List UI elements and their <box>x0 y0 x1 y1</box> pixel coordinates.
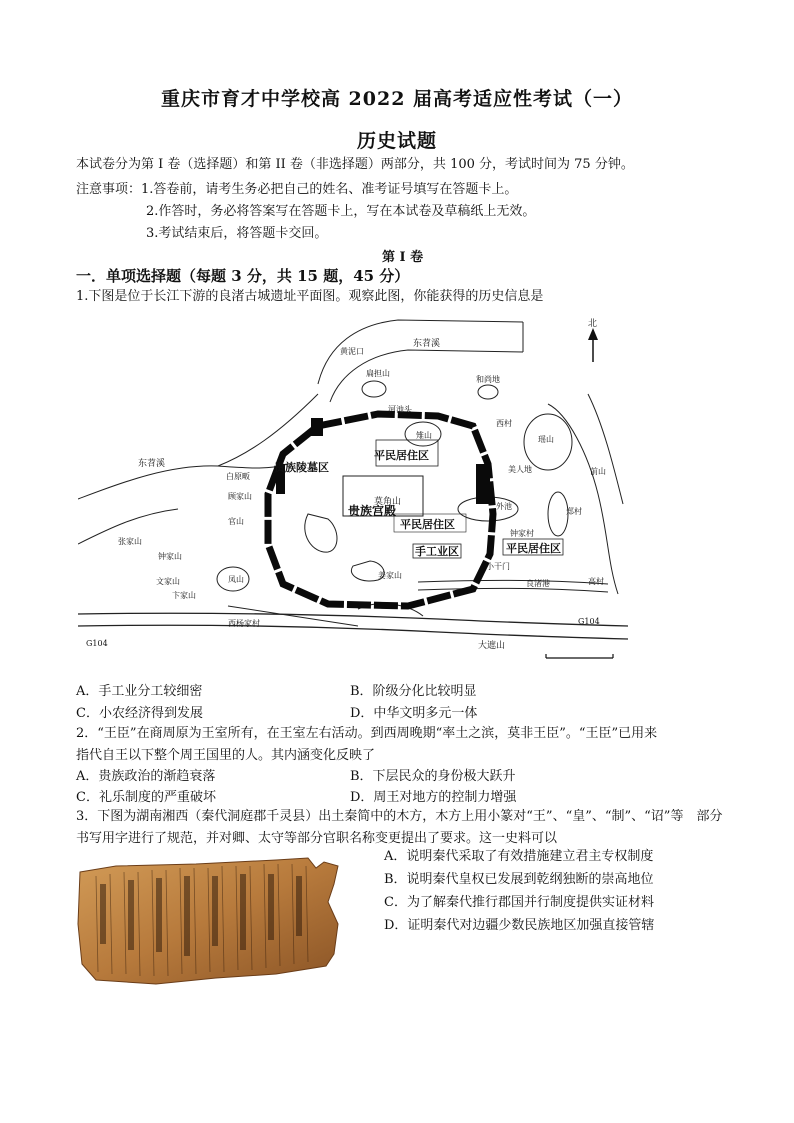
map-label: 莫角山 <box>374 497 402 507</box>
map-label: 黄泥口 <box>340 347 364 356</box>
zone-label: 贵族宫殿 <box>348 504 397 518</box>
map-label: 郑村 <box>566 507 582 516</box>
map-label: G104 <box>86 639 108 648</box>
map-label: 和尚地 <box>476 375 500 384</box>
map-label: 外池 <box>496 502 512 511</box>
notice-label: 注意事项： <box>76 182 142 197</box>
q2-option-b: B．下层民众的身份极大跃升 <box>350 769 516 784</box>
map-label: 良渚港 <box>526 579 550 588</box>
notice-item-3: 3.考试结束后，将答题卡交回。 <box>146 226 328 241</box>
q2-option-c: C．礼乐制度的严重破坏 <box>76 790 216 805</box>
map-label: 官山 <box>228 517 244 526</box>
map-label: 高村 <box>588 577 604 586</box>
q2-stem-line2: 指代自王以下整个周王国里的人。其内涵变化反映了 <box>76 748 376 763</box>
intro-line: 本试卷分为第 I 卷（选择题）和第 II 卷（非选择题）两部分，共 100 分，考试时间为 75 分钟。 <box>76 157 634 172</box>
zone-label: 平民居住区 <box>374 449 429 462</box>
q3-stem-line2: 书写用字进行了规范，并对卿、太守等部分官职名称变更提出了要求。这一史料可以 <box>76 831 558 846</box>
q1-option-b: B．阶级分化比较明显 <box>350 684 477 699</box>
zone-label: 手工业区 <box>415 545 459 558</box>
map-svg <box>78 314 628 664</box>
map-label: 美人地 <box>508 465 532 474</box>
zone-label: 平民居住区 <box>506 542 561 555</box>
map-label: 钟家山 <box>158 552 182 561</box>
q3-option-b: B．说明秦代皇权已发展到乾纲独断的崇高地位 <box>384 872 654 887</box>
north-arrow <box>588 328 598 362</box>
notice-item-2: 2.作答时，务必将答案写在答题卡上，写在本试卷及草稿纸上无效。 <box>146 204 536 219</box>
q1-option-a: A．手工业分工较细密 <box>76 684 203 699</box>
map-label: 白原畈 <box>226 472 250 481</box>
map-label: 凤山 <box>228 575 244 584</box>
map-label: 雉山 <box>416 431 432 440</box>
map-label: 东苕溪 <box>138 459 166 469</box>
map-label: G104 <box>578 617 600 626</box>
subject-title: 历史试题 <box>356 130 437 152</box>
q2-option-d: D．周王对地方的控制力增强 <box>350 790 517 805</box>
exam-title: 重庆市育才中学校高 2022 届高考适应性考试（一） <box>160 88 634 110</box>
q2-option-a: A．贵族政治的渐趋衰落 <box>76 769 216 784</box>
map-label: 西村 <box>496 419 512 428</box>
map-north-label: 北 <box>588 319 598 329</box>
part-label: 第 I 卷 <box>382 250 424 265</box>
map-label: 张家山 <box>118 537 142 546</box>
map-label: 河池头 <box>388 405 412 414</box>
q1-option-d: D．中华文明多元一体 <box>350 706 478 721</box>
map-label: 小干门 <box>486 562 510 571</box>
notice-row <box>76 181 517 199</box>
q3-stem-line1: 3．下图为湖南湘西（秦代洞庭郡千灵县）出土秦简中的木方，木方上用小篆对“王”、“皇”、“制”、“诏”等 部分 <box>76 809 723 824</box>
notice-item-1: 1.答卷前，请考生务必把自己的姓名、准考证号填写在答题卡上。 <box>141 182 518 197</box>
map-label: 东苕溪 <box>413 339 441 349</box>
wooden-slip-svg <box>76 854 346 986</box>
map-label: 前山 <box>590 467 606 476</box>
map-label: 钟家村 <box>510 529 534 538</box>
map-label: 文家山 <box>156 577 180 586</box>
q1-stem: 1.下图是位于长江下游的良渚古城遗址平面图。观察此图，你能获得的历史信息是 <box>76 289 544 304</box>
map-label: 卞家山 <box>172 591 196 600</box>
section-heading: 一．单项选择题（每题 3 分，共 15 题，45 分） <box>76 267 410 285</box>
map-label: 扁担山 <box>366 369 390 378</box>
map-label: 顾家山 <box>228 492 252 501</box>
q3-option-d: D．证明秦代对边疆少数民族地区加强直接管辖 <box>384 918 655 933</box>
qin-wooden-slip-image <box>76 854 346 986</box>
q1-option-c: C．小农经济得到发展 <box>76 706 203 721</box>
q3-option-a: A．说明秦代采取了有效措施建立君主专权制度 <box>384 849 654 864</box>
q2-stem-line1: 2．“王臣”在商周原为王室所有，在王室左右活动。到西周晚期“率土之滨，莫非王臣”。“王臣”已用来 <box>76 726 658 741</box>
map-label: 西杨家村 <box>228 619 260 628</box>
liangzhu-map <box>78 314 628 664</box>
zone-label: 贵族陵墓区 <box>274 461 329 474</box>
map-label: 姜家山 <box>378 571 402 580</box>
map-label: 瑶山 <box>538 435 554 444</box>
zone-label: 平民居住区 <box>400 518 455 531</box>
q3-option-c: C．为了解秦代推行郡国并行制度提供实证材料 <box>384 895 654 910</box>
map-label: 大遮山 <box>478 641 506 651</box>
